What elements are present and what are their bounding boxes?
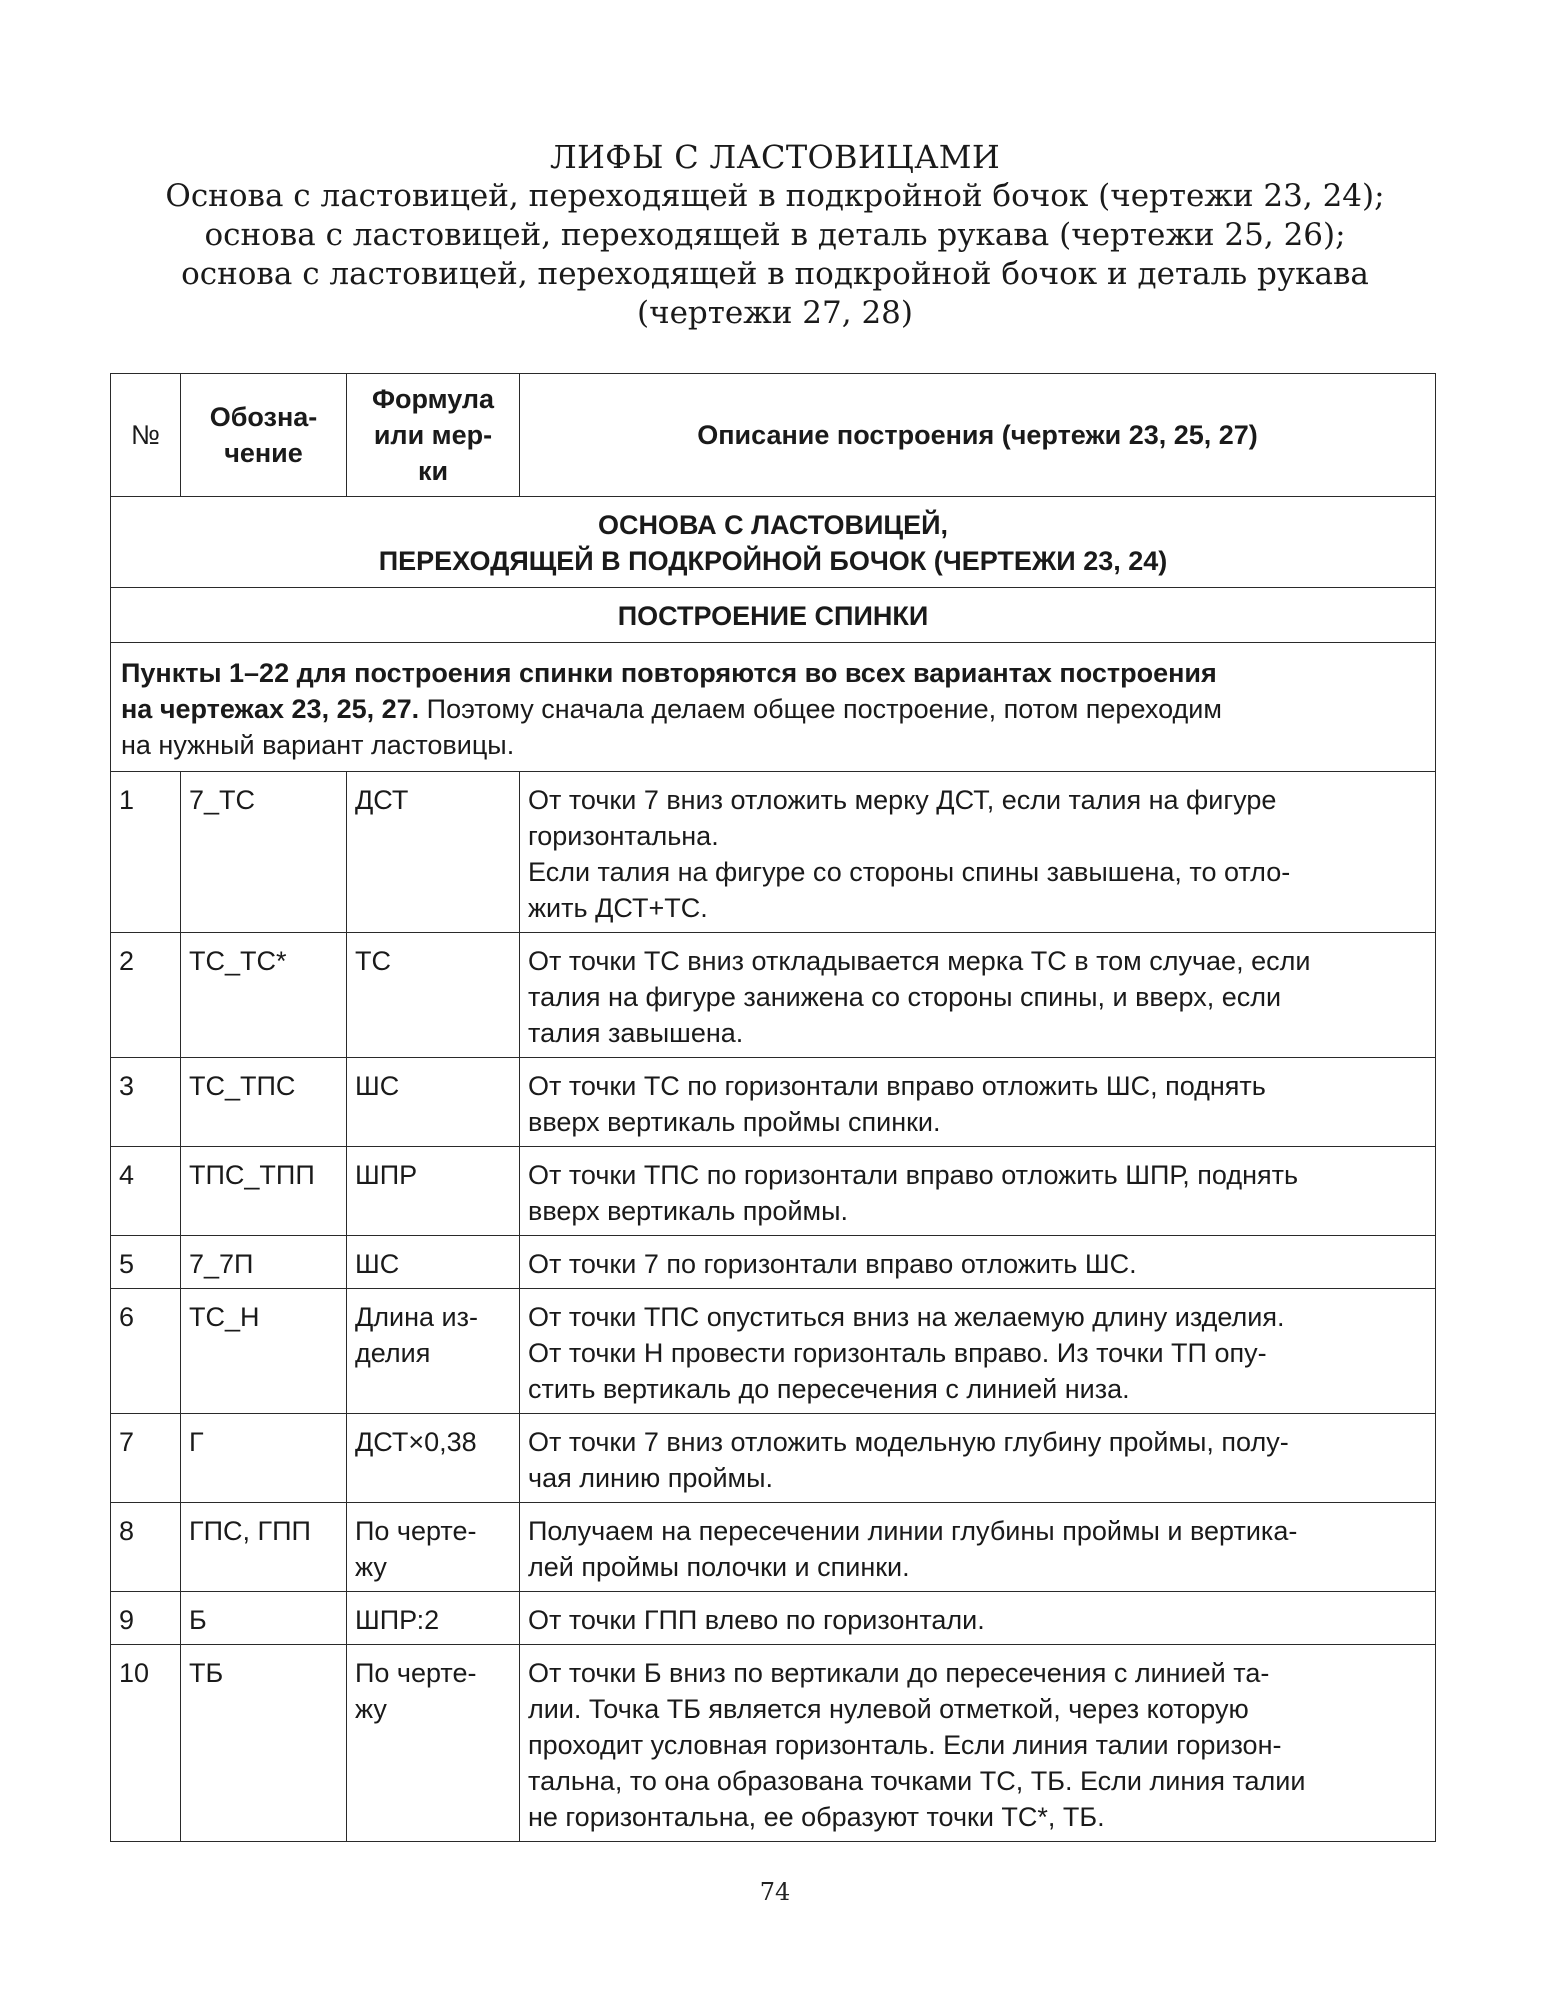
row-designation: ТС_ТС* (181, 933, 347, 1058)
row-designation: Б (181, 1592, 347, 1645)
subtitle-line: Основа с ластовицей, переходящей в подкройной бочок (чертежи 23, 24); (165, 178, 1385, 214)
row-designation: ТС_Н (181, 1289, 347, 1414)
table-row (111, 772, 1436, 933)
intro-row (111, 643, 1436, 772)
row-formula: ШС (347, 1058, 520, 1147)
table-row (111, 1236, 1436, 1289)
row-description: От точки ГПП влево по горизонтали. (520, 1592, 1436, 1645)
row-formula: ТС (347, 933, 520, 1058)
row-description: От точки 7 по горизонтали вправо отложить ШС. (520, 1236, 1436, 1289)
intro-text: Пункты 1–22 для построения спинки повторяются во всех вариантах построения на чертежах 23, 25, 27. Поэтому сначала делаем общее построение, потом переходим на нужный вариант ластовицы. (111, 643, 1436, 772)
row-designation: 7_ТС (181, 772, 347, 933)
row-num: 8 (111, 1503, 181, 1592)
row-description: От точки ТС вниз откладывается мерка ТС в том случае, если талия на фигуре занижена со стороны спины, и вверх, если талия завышена. (520, 933, 1436, 1058)
row-num: 1 (111, 772, 181, 933)
subsection-title: ПОСТРОЕНИЕ СПИНКИ (111, 588, 1436, 643)
row-description: От точки Б вниз по вертикали до пересечения с линией та- лии. Точка ТБ является нулевой отметкой, через которую проходит условная горизонталь. Если линия талии горизон- тальна, то она образована точками ТС, ТБ. Если линия талии не горизонтальна, ее образуют точки ТС*, ТБ. (520, 1645, 1436, 1842)
row-formula: ДСТ (347, 772, 520, 933)
page-number: 74 (759, 1878, 791, 1906)
row-num: 10 (111, 1645, 181, 1842)
row-description: От точки ТС по горизонтали вправо отложить ШС, поднять вверх вертикаль проймы спинки. (520, 1058, 1436, 1147)
row-designation: ТПС_ТПП (181, 1147, 347, 1236)
row-num: 4 (111, 1147, 181, 1236)
table-row (111, 933, 1436, 1058)
row-formula: ДСТ×0,38 (347, 1414, 520, 1503)
table-row (111, 1645, 1436, 1842)
row-formula: ШПР:2 (347, 1592, 520, 1645)
section-title-row (111, 497, 1436, 588)
subsection-title-row (111, 588, 1436, 643)
construction-table (110, 373, 1436, 1842)
row-designation: 7_7П (181, 1236, 347, 1289)
row-designation: ГПС, ГПП (181, 1503, 347, 1592)
row-formula: По черте- жу (347, 1503, 520, 1592)
row-num: 9 (111, 1592, 181, 1645)
row-formula: По черте- жу (347, 1645, 520, 1842)
subtitle-line: (чертежи 27, 28) (636, 295, 913, 331)
table-row (111, 1289, 1436, 1414)
subtitle-line: основа с ластовицей, переходящей в деталь рукава (чертежи 25, 26); (204, 217, 1346, 253)
header-formula: Формула или мер- ки (347, 374, 520, 497)
table-row (111, 1503, 1436, 1592)
header-designation: Обозна- чение (181, 374, 347, 497)
row-description: От точки ТПС по горизонтали вправо отложить ШПР, поднять вверх вертикаль проймы. (520, 1147, 1436, 1236)
row-num: 2 (111, 933, 181, 1058)
row-description: Получаем на пересечении линии глубины проймы и вертика- лей проймы полочки и спинки. (520, 1503, 1436, 1592)
table-row (111, 1414, 1436, 1503)
row-formula: ШС (347, 1236, 520, 1289)
row-num: 3 (111, 1058, 181, 1147)
row-designation: ТБ (181, 1645, 347, 1842)
page-heading (0, 138, 1550, 333)
row-designation: Г (181, 1414, 347, 1503)
table-row (111, 1058, 1436, 1147)
row-designation: ТС_ТПС (181, 1058, 347, 1147)
row-formula: Длина из- делия (347, 1289, 520, 1414)
row-num: 6 (111, 1289, 181, 1414)
row-formula: ШПР (347, 1147, 520, 1236)
row-description: От точки ТПС опуститься вниз на желаемую длину изделия. От точки Н провести горизонталь вправо. Из точки ТП опу- стить вертикаль до пересечения с линией низа. (520, 1289, 1436, 1414)
section-title: ОСНОВА С ЛАСТОВИЦЕЙ, ПЕРЕХОДЯЩЕЙ В ПОДКРОЙНОЙ БОЧОК (ЧЕРТЕЖИ 23, 24) (111, 497, 1436, 588)
header-num: № (111, 374, 181, 497)
row-num: 5 (111, 1236, 181, 1289)
chapter-title: ЛИФЫ С ЛАСТОВИЦАМИ (549, 138, 1001, 176)
row-description: От точки 7 вниз отложить модельную глубину проймы, полу- чая линию проймы. (520, 1414, 1436, 1503)
header-description: Описание построения (чертежи 23, 25, 27) (520, 374, 1436, 497)
row-num: 7 (111, 1414, 181, 1503)
table-row (111, 1592, 1436, 1645)
table-row (111, 1147, 1436, 1236)
subtitle-line: основа с ластовицей, переходящей в подкройной бочок и деталь рукава (181, 256, 1369, 292)
table-header-row (111, 374, 1436, 497)
row-description: От точки 7 вниз отложить мерку ДСТ, если талия на фигуре горизонтальна. Если талия на фигуре со стороны спины завышена, то отло- жить ДСТ+ТС. (520, 772, 1436, 933)
